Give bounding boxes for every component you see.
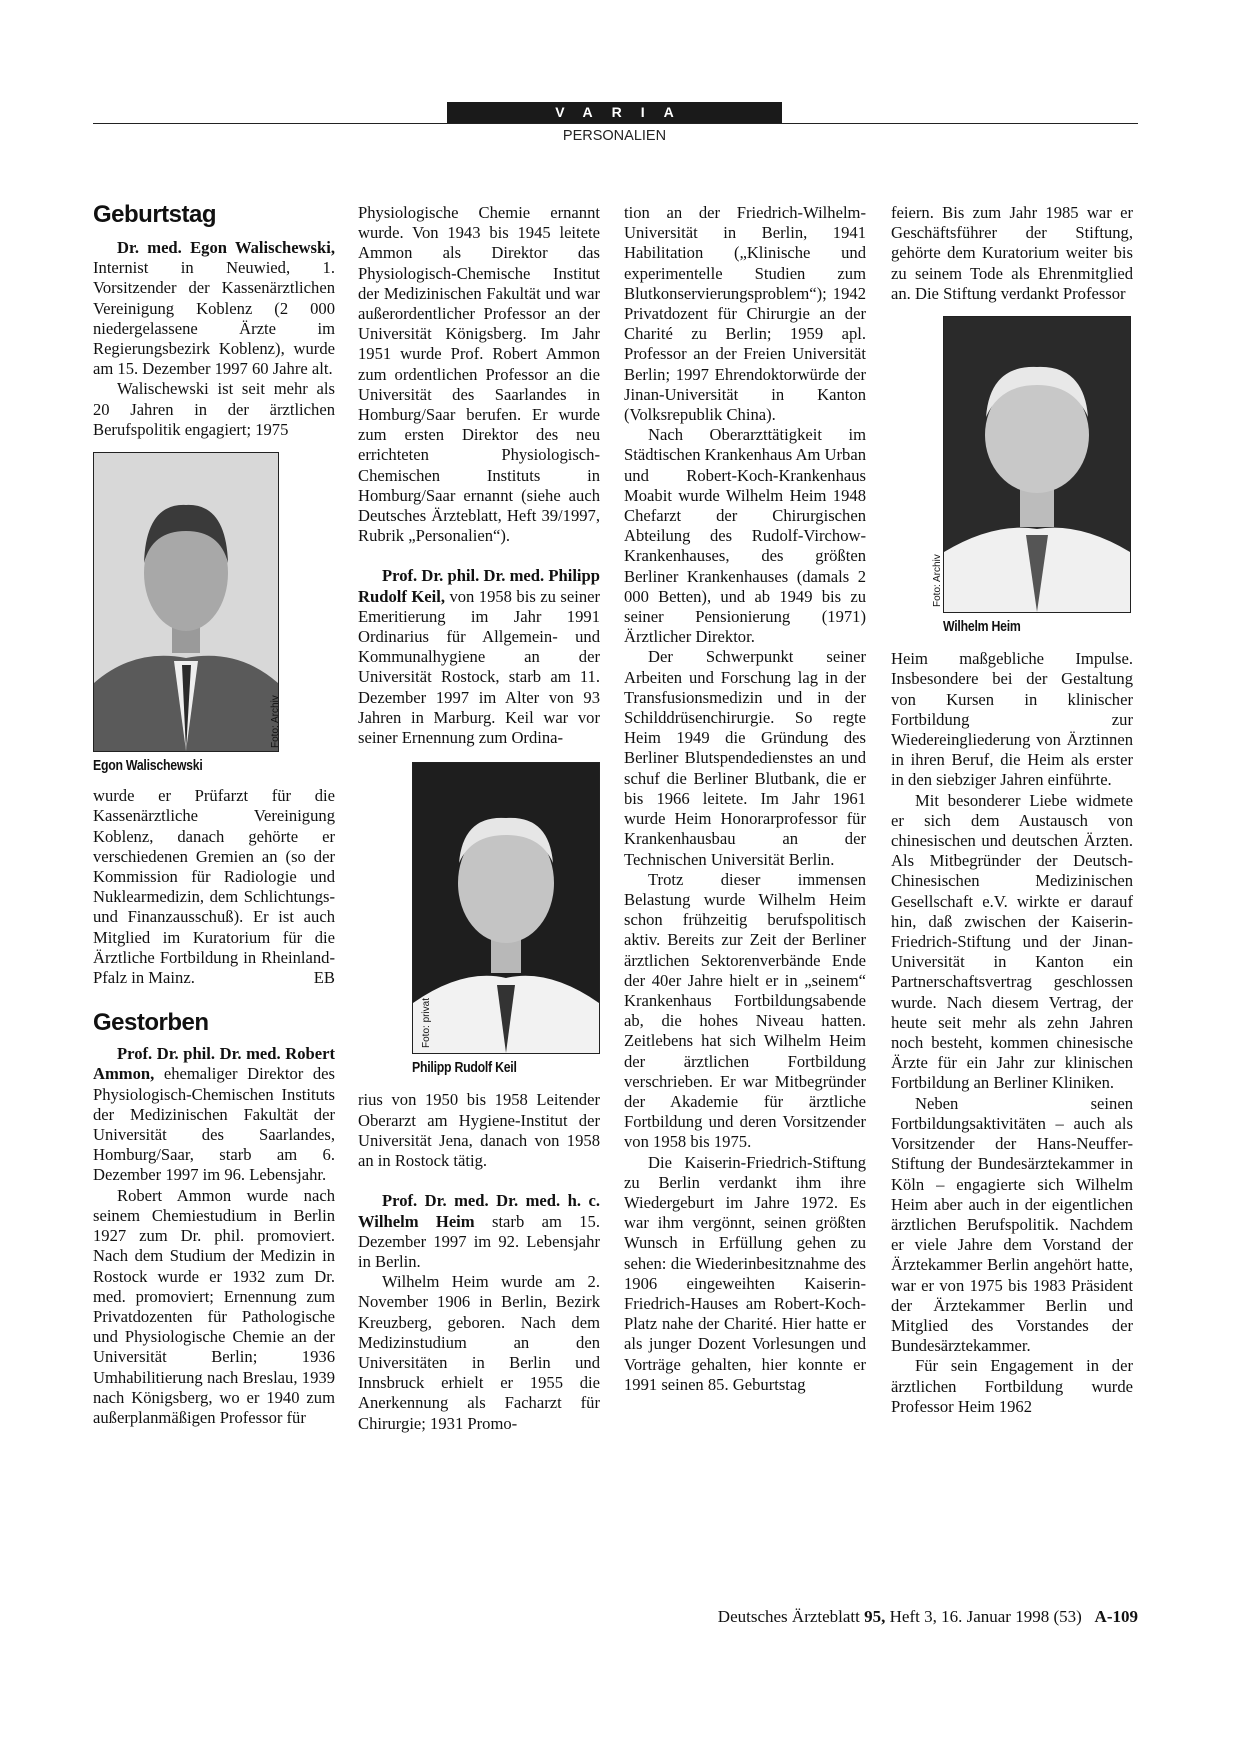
paragraph: Trotz dieser immensen Belastung wurde Wilhelm Heim schon frühzeitig berufspolitisch aktiv. Bereits zur Zeit der Berliner ärztlichen Sektorenverbände Ende der 40er Jahre hielt er in „seinem“ Krankenhaus Fortbildungsabende ab, die hohes Niveau hatten. Zeitlebens hat sich Wilhelm Heim der ärztlichen Fortbildung verschrieben. Er war Mitbegründer der Akademie für ärztliche Fortbildung und deren Vorsitzender von 1958 bis 1975. <box>624 869 866 1152</box>
person-name: Prof. Dr. phil. Dr. med. Philipp Rudolf Keil, <box>358 566 600 606</box>
paragraph: Für sein Engagement in der ärztlichen Fortbildung wurde Professor Heim 1962 <box>891 1356 1133 1416</box>
column-2 <box>358 203 600 1434</box>
portrait-image <box>413 763 599 1053</box>
portrait-photo <box>932 316 1131 613</box>
paragraph: feiern. Bis zum Jahr 1985 war er Geschäftsführer der Stiftung, gehörte dem Kuratorium weiter bis zu seinem Tode als Ehrenmitglied an. Die Stiftung verdankt Professor <box>891 203 1133 303</box>
photo-credit: Foto: Archiv <box>270 695 281 749</box>
heading-birthday: Geburtstag <box>93 201 217 228</box>
paragraph <box>93 786 335 988</box>
section-label: VARIA <box>447 102 782 123</box>
column-4 <box>891 203 1133 1417</box>
author-initials: EB <box>313 968 335 988</box>
portrait-image <box>94 453 278 751</box>
paragraph: Mit besonderer Liebe widmete er sich dem Austausch von chinesischen und deutschen Ärzten. Als Mitbegründer der Deutsch-Chinesischen Medizinischen Gesellschaft e.V. wirkte er darauf hin, daß zwischen der Kaiserin-Friedrich-Stiftung und der Jinan-Universität in Kanton ein Partnerschaftsvertrag geschlossen wurde. Nach diesem Vertrag, der heute seit mehr als zehn Jahren noch besteht, kommen chinesische Ärzte für ein Jahr zur klinischen Fortbildung an Berliner Kliniken. <box>891 790 1133 1093</box>
paragraph: Der Schwerpunkt seiner Arbeiten und Forschung lag in der Transfusionsmedizin und in der Schilddrüsenchirurgie. So regte Heim 1949 die Gründung des Berliner Blutspendedienstes an und schuf die Berliner Blutbank, die er bis 1966 leitete. Im Jahr 1961 wurde Heim Honorarprofessor für Krankenhausbau an der Technischen Universität Berlin. <box>624 647 866 869</box>
paragraph <box>93 238 335 379</box>
journal-issue: Heft 3, 16. Januar 1998 (53) <box>885 1607 1082 1626</box>
person-name: Prof. Dr. phil. Dr. med. Robert Ammon, <box>93 1044 335 1084</box>
person-name: Dr. med. Egon Walischewski, <box>117 238 335 257</box>
paragraph: Walischewski ist seit mehr als 20 Jahren in der ärztlichen Berufspolitik engagiert; 1975 <box>93 379 335 439</box>
portrait-photo <box>412 762 600 1054</box>
person-name: Prof. Dr. med. Dr. med. h. c. Wilhelm Heim <box>358 1191 600 1231</box>
paragraph: Neben seinen Fortbildungsaktivitäten – auch als Vorsitzender der Hans-Neuffer-Stiftung der Bundesärztekammer in Köln – engagierte sich Wilhelm Heim aber auch in der eigentlichen ärztlichen Berufspolitik. Nachdem er viele Jahre dem Vorstand der Ärztekammer Berlin angehört hatte, war er von 1975 bis 1983 Präsident der Ärztekammer Berlin und Mitglied des Vorstandes der Bundesärztekammer. <box>891 1093 1133 1356</box>
portrait-photo <box>93 452 279 752</box>
paragraph: Physiologische Chemie ernannt wurde. Von 1943 bis 1945 leitete Ammon als Direktor das Physiologisch-Chemische Institut der Medizinischen Fakultät und war außerordentlicher Professor an der Universität Königsberg. Im Jahr 1951 wurde Prof. Robert Ammon zum ordentlichen Professor an die Universität des Saarlandes in Homburg/Saar berufen. Er wurde zum ersten Direktor des neu errichteten Physiologisch-Chemischen Instituts in Homburg/Saar ernannt (siehe auch Deutsches Ärzteblatt, Heft 39/1997, Rubrik „Personalien“). <box>358 203 600 546</box>
page-number: A-109 <box>1094 1607 1138 1626</box>
paragraph-text: wurde er Prüfarzt für die Kassenärztliche Vereinigung Koblenz, danach gehörte er verschiedenen Gremien an (so der Kommission für Radiologie und Nuklearmedizin, dem Schlichtungs- und Finanzausschuß). Er ist auch Mitglied im Kuratorium für die Ärztliche Fortbildung in Rheinland-Pfalz in Mainz. <box>93 786 335 988</box>
header-rule <box>93 123 1138 124</box>
column-1 <box>93 200 335 1428</box>
portrait-image <box>944 317 1130 612</box>
paragraph: Die Kaiserin-Friedrich-Stiftung zu Berlin verdankt ihm ihre Wiedergeburt im Jahre 1972. Es war ihm vergönnt, seinen größten Wunsch in Erfüllung gehen zu sehen: die Wiederinbesitznahme des 1906 eingeweihten Kaiserin-Friedrich-Hauses am Robert-Koch-Platz nahe der Charité. Hier hatte er als junger Dozent Vorlesungen und Vorträge gehalten, hier konnte er 1991 seinen 85. Geburtstag <box>624 1152 866 1394</box>
paragraph-text: von 1958 bis zu seiner Emeritierung im Jahr 1991 Ordinarius für Allgemein- und Kommunalhygiene an der Universität Rostock, starb am 11. Dezember 1997 im Alter von 93 Jahren in Marburg. Keil war vor seiner Ernennung zum Ordina- <box>358 586 601 748</box>
paragraph-text: Internist in Neuwied, 1. Vorsitzender der Kassenärztlichen Vereinigung Koblenz (2 000 niedergelassene Ärzte im Regierungsbezirk Koblenz), wurde am 15. Dezember 1997 60 Jahre alt. <box>93 258 335 379</box>
paragraph <box>358 566 600 748</box>
photo-caption: Philipp Rudolf Keil <box>412 1059 517 1077</box>
page-footer <box>520 1607 1138 1627</box>
paragraph-text: starb am 15. Dezember 1997 im 92. Lebensjahr in Berlin. <box>358 1211 600 1271</box>
paragraph <box>93 1044 335 1185</box>
paragraph <box>358 1191 600 1272</box>
paragraph-text: ehemaliger Direktor des Physiologisch-Chemischen Instituts der Medizinischen Fakultät der Universität des Saarlandes, Homburg/Saar, starb am 6. Dezember 1997 im 96. Lebensjahr. <box>93 1064 335 1185</box>
photo-credit: Foto: privat <box>421 998 432 1049</box>
paragraph: Robert Ammon wurde nach seinem Chemiestudium in Berlin 1927 zum Dr. phil. promoviert. Nach dem Studium der Medizin in Rostock wurde er 1932 zum Dr. med. promoviert; Ernennung zum Privatdozenten für Pathologische und Physiologische Chemie an der Universität Berlin; 1936 Umhabilitierung nach Breslau, 1939 nach Königsberg, wo er 1940 zum außerplanmäßigen Professor für <box>93 1185 335 1427</box>
photo-caption: Egon Walischewski <box>93 757 203 775</box>
paragraph: rius von 1950 bis 1958 Leitender Oberarzt am Hygiene-Institut der Universität Jena, danach von 1958 an in Rostock tätig. <box>358 1090 600 1171</box>
subsection-label: PERSONALIEN <box>562 128 667 144</box>
heading-died: Gestorben <box>93 1009 209 1037</box>
journal-name: Deutsches Ärzteblatt <box>717 1607 865 1626</box>
paragraph: Heim maßgebliche Impulse. Insbesondere bei der Gestaltung von Kursen in klinischer Fortbildung zur Wiedereingliederung von Ärztinnen in ihren Beruf, die Heim als erster in den siebziger Jahren einführte. <box>891 649 1133 790</box>
paragraph: tion an der Friedrich-Wilhelm-Universität in Berlin, 1941 Habilitation („Klinische und experimentelle Studien zum Blutkonservierungsproblem“); 1942 Privatdozent für Chirurgie an der Charité zu Berlin; 1959 apl. Professor an der Freien Universität Berlin; 1997 Ehrendoktorwürde der Jinan-Universität in Kanton (Volksrepublik China). <box>624 203 866 425</box>
journal-volume: 95, <box>864 1607 886 1626</box>
paragraph: Wilhelm Heim wurde am 2. November 1906 in Berlin, Bezirk Kreuzberg, geboren. Nach dem Medizinstudium an den Universitäten in Berlin und Innsbruck erhielt er 1955 die Anerkennung als Facharzt für Chirurgie; 1931 Promo- <box>358 1272 600 1433</box>
paragraph: Nach Oberarzttätigkeit im Städtischen Krankenhaus Am Urban und Robert-Koch-Krankenhaus Moabit wurde Wilhelm Heim 1948 Chefarzt der Chirurgischen Abteilung des Rudolf-Virchow-Krankenhauses, des größten Berliner Krankenhauses (damals 2 000 Betten), und ab 1949 bis zu seiner Pensionierung (1971) Ärztlicher Direktor. <box>624 425 866 647</box>
photo-credit: Foto: Archiv <box>932 554 943 608</box>
photo-caption: Wilhelm Heim <box>943 618 1021 636</box>
column-3 <box>624 203 866 1395</box>
